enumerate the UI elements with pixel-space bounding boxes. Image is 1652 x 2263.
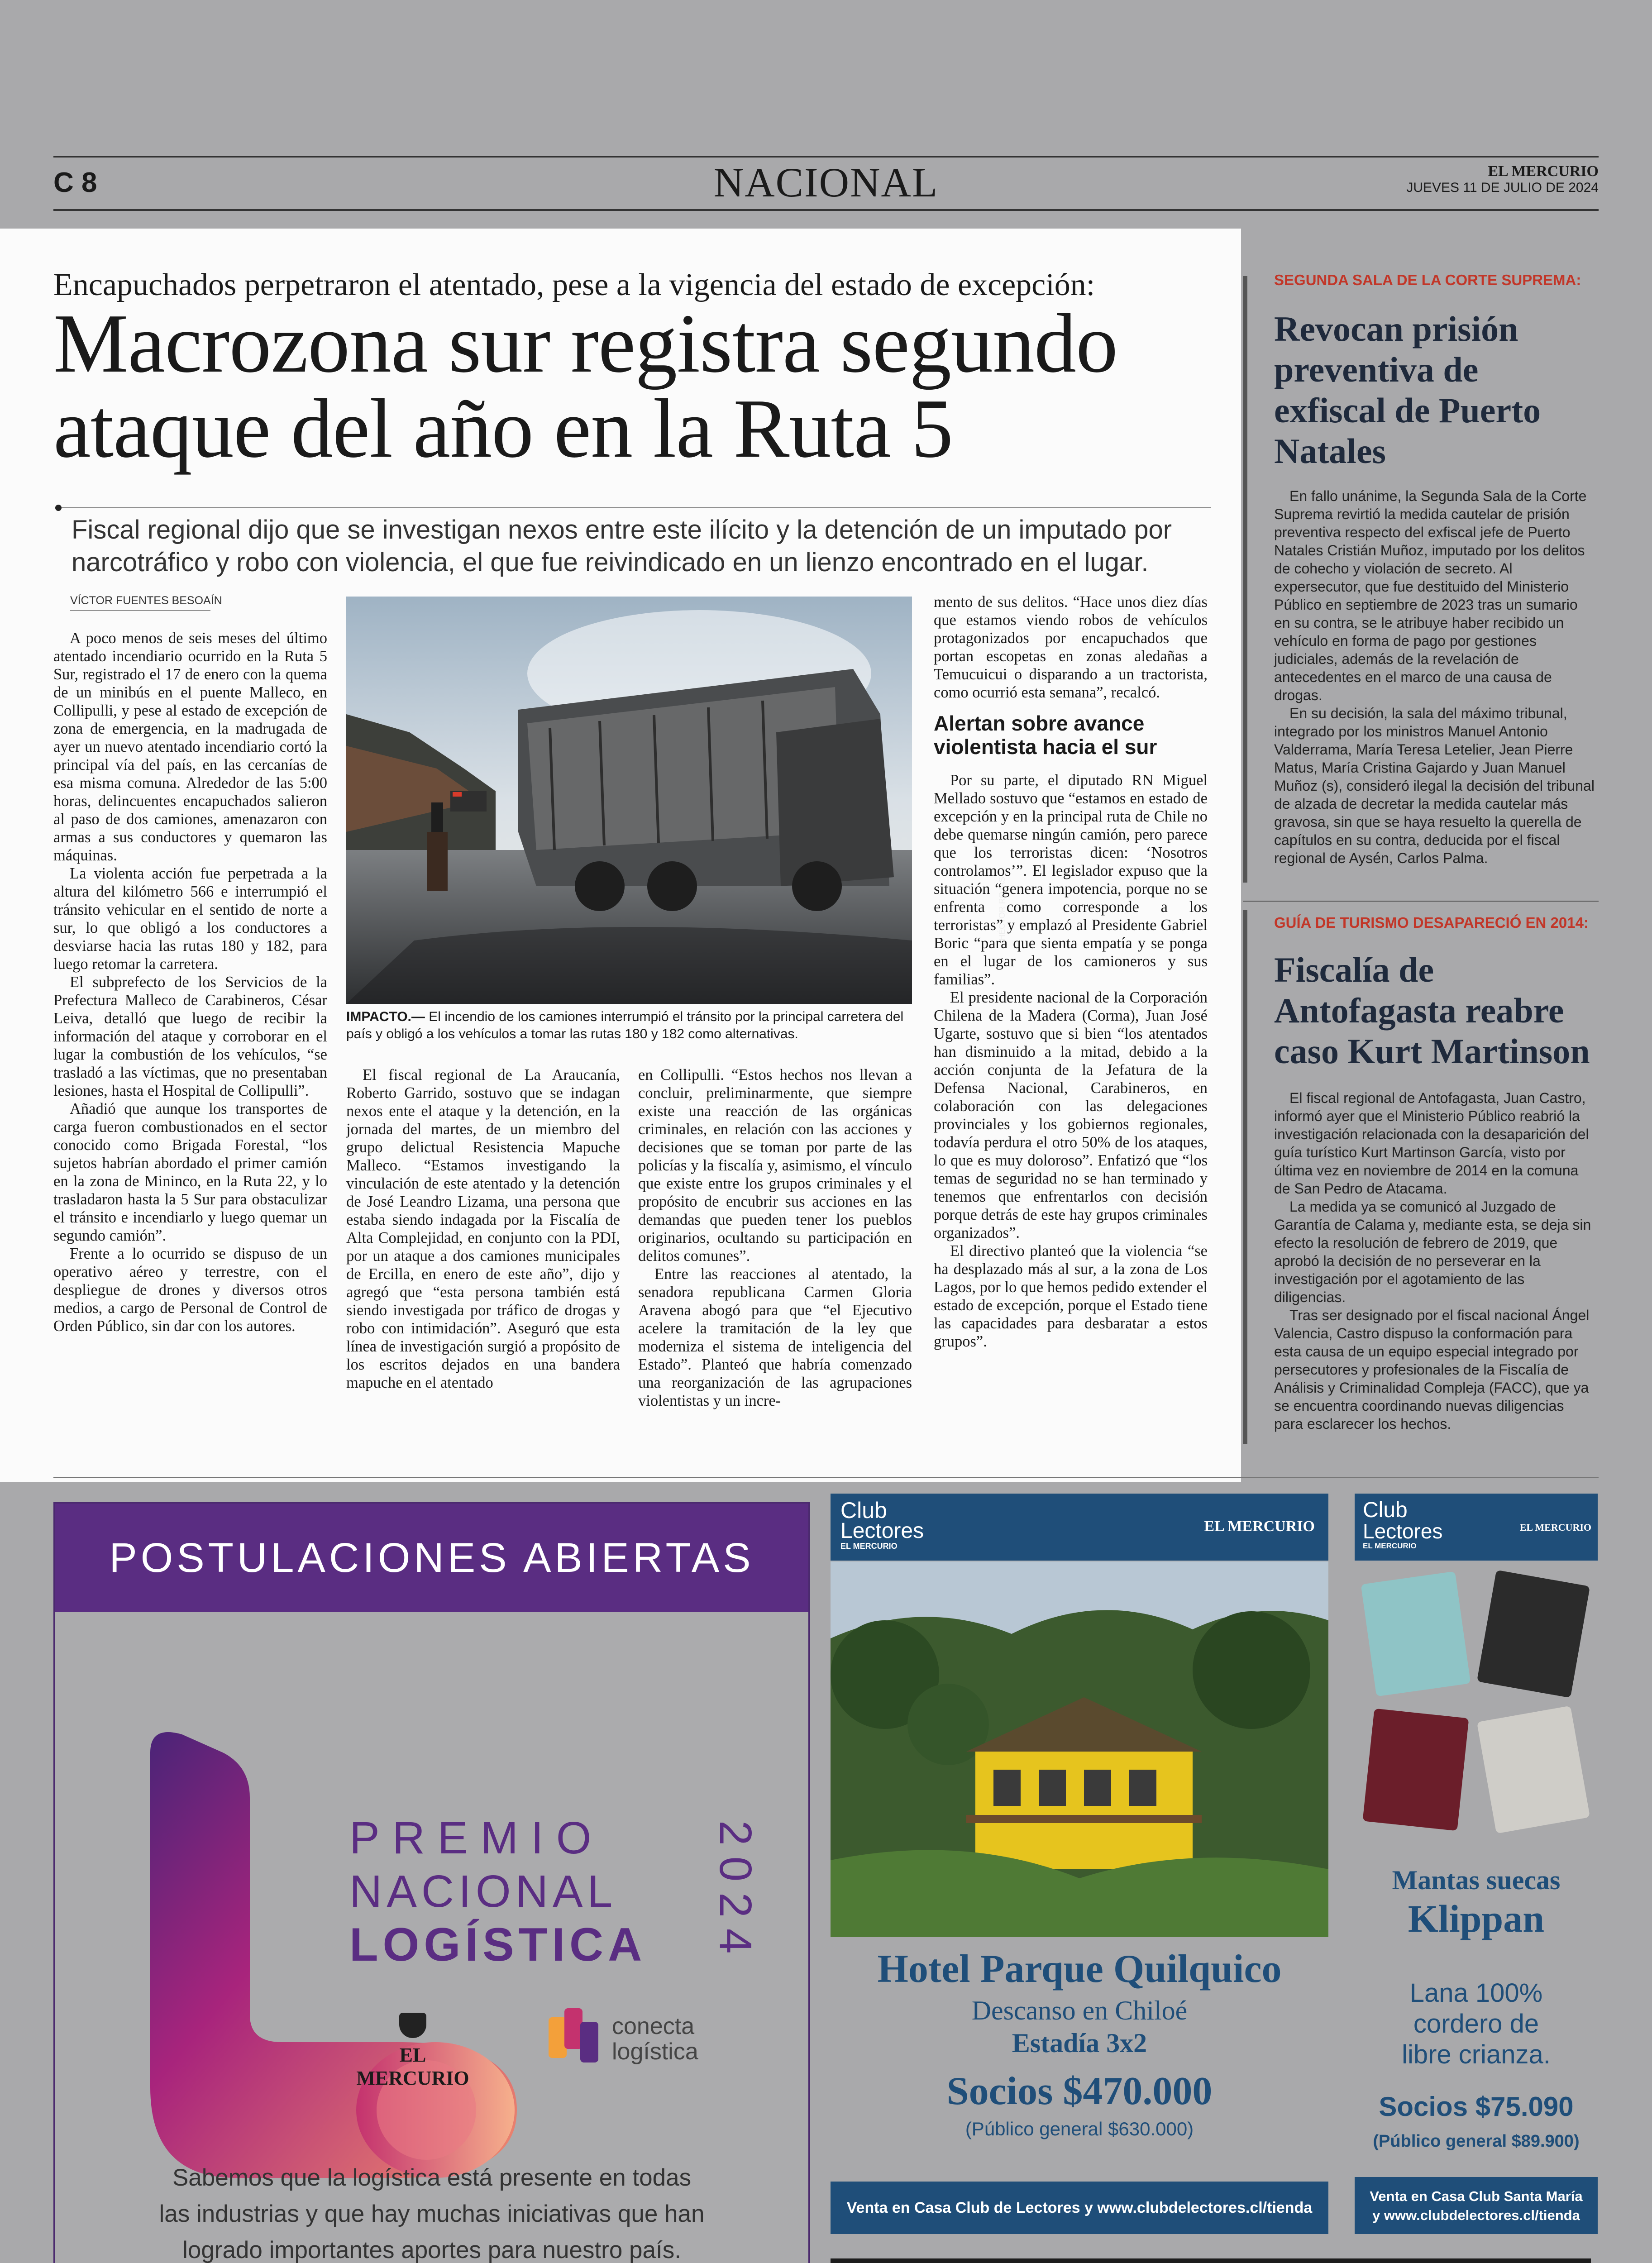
sidebar-kicker: SEGUNDA SALA DE LA CORTE SUPREMA: [1274,272,1581,288]
dateline: JUEVES 11 DE JULIO DE 2024 [1406,180,1599,195]
encuentros-header [831,2258,1591,2263]
paragraph: El fiscal regional de La Araucanía, Roberto Garrido, sostuvo que se indagan nexos ente el ataque y la detención, en la jornada del martes, de un miembro del grupo delictual Resistencia Mapuche Malleco. “Estamos investigando la vinculación de este atentado y la detención de José Leandro Lizama, una persona que estaba siendo indagada por la Fiscalía de Alta Complejidad, en conjunto con la PDI, por un ataque a dos camiones municipales de Ercilla, en enero de este año”, dijo y agregó que “esta persona también está siendo investigada por tráfico de drogas y robo con intimidación”. Aseguró que esta línea de investigación surgió a propósito de los escritos dejados en una bandera mapuche en el atentado [346,1066,620,1391]
mantas-desc-line: Lana 100% [1409,1978,1543,2008]
club-lectores-logo [1363,1500,1442,1551]
paragraph: El directivo planteó que la violencia “se ha desplazado más al sur, a la zona de Los Lagos, por lo que hemos pedido extender el estado de excepción, porque el Estado tiene las capacidades para desbaratar a estos grupos”. [934,1242,1208,1350]
article-deck: Fiscal regional dijo que se investigan nexos entre este ilícito y la detención de un imputado por narcotráfico y robo con violencia, el que fue reivindicado en un lienzo encontrado en el lugar. [72,515,1172,577]
photo-credit: HÉCTOR ROJAS [998,877,1007,941]
paragraph: en Collipulli. “Estos hechos nos llevan a concluir, preliminarmente, que siempre existe una reacción de las orgánicas criminales, en relación con las acciones y decisiones que se toman por parte de las policías y la fiscalía y, asimismo, el vínculo que existe entre los grupos criminales y el propósito de encubrir sus acciones en las demandas que pueden tener los pueblos originarios, ocultando su participación en delitos comunes”. [638,1066,912,1265]
page-number: C 8 [53,167,97,198]
mantas-footer[interactable] [1355,2177,1598,2234]
article-kicker: Encapuchados perpetraron el atentado, pese a la vigencia del estado de excepción: [53,267,1095,302]
club-line: Club [1363,1498,1408,1522]
ad-encuentros[interactable] [831,2258,1591,2263]
sponsor-conecta-line-1: conecta [612,2013,695,2039]
hotel-photo [831,1561,1328,1937]
ad-hotel-quilquico[interactable] [831,1494,1328,2234]
paragraph: A poco menos de seis meses del último atentado incendiario ocurrido en la Ruta 5 Sur, registrado el 17 de enero con la quema de un minibús en el puente Malleco, en Collipulli, y pese al estado de excepción de zona de emergencia, en la madrugada de ayer un nuevo atentado incendiario cortó la principal vía del país, en las cercanías de esa misma comuna. Alrededor de las 5:00 horas, delincuentes encapuchados salieron al paso de dos camiones, amenazaron con armas a sus conductores y quemaron las máquinas. [53,630,327,864]
premio-body-line: las industrias y que hay muchas iniciativas que han [159,2201,705,2227]
ad-mantas-klippan[interactable] [1355,1494,1598,2234]
brand: EL MERCURIO [1519,1522,1591,1533]
mantas-public-price: (Público general $89.900) [1373,2132,1580,2151]
paragraph: Por su parte, el diputado RN Miguel Mellado sostuvo que “estamos en estado de excepción y en la principal ruta de Chile no debe quemarse ningún camión, pero parece que los terroristas dicen: ‘Nosotros controlamos’”. El legislador expuso que la situación “genera impotencia, porque no se enfrenta como corresponde a los terroristas” y emplazó al Presidente Gabriel Boric “para que sienta empatía y se ponga en el lugar de los camioneros y sus familias”. [934,772,1208,988]
mantas-title-line-1: Mantas suecas [1392,1865,1561,1895]
caption-text: El incendio de los camiones interrumpió el tránsito por la principal carretera del país y obligó a los vehículos a tomar las rutas 180 y 182 como alternativas. [346,1009,904,1041]
club-line: Club [840,1498,887,1523]
hotel-title: Hotel Parque Quilquico [877,1947,1282,1991]
deck-bullet [55,505,62,511]
club-lectores-logo [840,1500,924,1551]
article-column-4 [934,593,1208,1351]
byline: VÍCTOR FUENTES BESOAÍN [70,594,222,607]
headline-line-1: Macrozona sur registra segundo [53,297,1118,390]
sidebar-story-2 [1274,914,1595,1433]
premio-body-line: logrado importantes aportes para nuestro país. [182,2237,681,2263]
club-line: Lectores [1363,1519,1443,1543]
paragraph: El subprefecto de los Servicios de la Prefectura Malleco de Carabineros, César Leiva, detalló que luego de recibir la información del ataque y corroborar en el lugar la combustión de los vehículos, “se trasladó a las víctimas, que no presentaban lesiones, hasta el Hospital de Collipulli”. [53,974,327,1099]
club-line: EL MERCURIO [840,1542,898,1551]
conecta-logo-icon [544,2008,607,2072]
brand: EL MERCURIO [1204,1518,1315,1535]
article-headline [53,297,1212,475]
paragraph: La violenta acción fue perpetrada a la altura del kilómetro 566 e interrumpió el tránsito vehicular en el sentido de norte a sur, lo que obligó a los conductores a desviarse hacia las rutas 180 y 182, para luego retomar la carretera. [53,865,327,973]
paragraph: Entre las reacciones al atentado, la senadora republicana Carmen Gloria Aravena abogó para que “el Ejecutivo acelere la tramitación de la ley que moderniza el sistema de inteligencia del Estado”. Planteó que habría comenzado una reorganización de las agrupaciones violentistas y un incre- [638,1265,912,1409]
club-line: EL MERCURIO [1363,1542,1417,1550]
club-line: Lectores [840,1519,924,1543]
sponsor-conecta-line-2: logística [612,2039,698,2065]
footer-line: Venta en Casa Club Santa María [1370,2188,1583,2204]
paragraph: El fiscal regional de Antofagasta, Juan Castro, informó ayer que el Ministerio Público reabrió la investigación relacionada con la desaparición del guía turístico Kurt Martinson García, visto por última vez en noviembre de 2014 en la comuna de San Pedro de Atacama. [1274,1090,1589,1197]
hotel-subtitle: Descanso en Chiloé [971,1996,1188,2025]
article-subhead: Alertan sobre avance violentista hacia el sur [934,711,1157,759]
paragraph: En fallo unánime, la Segunda Sala de la Corte Suprema revirtió la medida cautelar de prisión preventiva respecto del exfiscal jefe de Puerto Natales Cristián Muñoz, imputado por los delitos de cohecho y violación de secreto. Al expersecutor, que fue destituido del Ministerio Público en septiembre de 2023 tras un sumario en su contra, se le atribuye haber recibido un vehículo en forma de pago por gestiones judiciales, además de la revelación de antecedentes en el marco de una causa de drogas. [1274,488,1587,703]
mantas-desc-line: libre crianza. [1402,2040,1551,2069]
caption-label: IMPACTO.— [346,1009,425,1024]
truck-silhouette [518,669,894,911]
premio-title [349,1811,646,1972]
photo-caption [346,1008,912,1043]
paragraph: Tras ser designado por el fiscal nacional Ángel Valencia, Castro dispuso la conformación para esta causa de un equipo especial integrado por persecutores y profesionales de la Fiscalía de Análisis y Criminalidad Compleja (FACC), que ya se encuentra coordinando nuevas diligencias para esclarecer los hechos. [1274,1307,1590,1432]
burned-trucks-image [346,597,912,1004]
premio-title-line-3: LOGÍSTICA [349,1919,647,1971]
paragraph: Añadió que aunque los transportes de carga fueron combustionados en el sector conocido como Brigada Forestal, “los sujetos habrían abordado el primer camión en la zona de Mininco, en la Ruta 22, y lo trasladaron hasta la 5 Sur para obstaculizar el tránsito e incendiarlo y luego quemar un segundo camión”. [53,1100,327,1244]
footer-line: y www.clubdelectores.cl/tienda [1372,2207,1580,2223]
article-column-2 [346,1066,620,1392]
sidebar-kicker: GUÍA DE TURISMO DESAPARECIÓ EN 2014: [1274,914,1589,931]
headline-line-2: ataque del año en la Ruta 5 [53,382,953,475]
eagle-icon [399,2013,426,2038]
article-column-3 [638,1066,912,1410]
mantas-title-line-2: Klippan [1408,1897,1545,1940]
hotel-footer[interactable]: Venta en Casa Club de Lectores y www.clubdelectores.cl/tienda [831,2182,1328,2234]
hotel-public-price: (Público general $630.000) [965,2118,1194,2139]
section-title: NACIONAL [713,159,939,205]
mantas-desc-line: cordero de [1413,2009,1539,2039]
paragraph: La medida ya se comunicó al Juzgado de Garantía de Calama y, mediante esta, se deja sin efecto la resolución de febrero de 2019, que aprobó la decisión de no perseverar en la investigación por el agotamiento de las diligencias. [1274,1198,1591,1305]
sidebar-headline: Revocan prisión preventiva de exfiscal de Puerto Natales [1274,309,1541,471]
mantas-price: Socios $75.090 [1379,2091,1574,2122]
mantas-description [1355,1978,1598,2070]
hotel-stay: Estadía 3x2 [1012,2028,1147,2058]
sidebar-story-1 [1274,272,1595,867]
sidebar-bar-bottom [1243,910,1247,1444]
premio-body [55,2160,808,2263]
premio-title-line-1: PREMIO [349,1813,604,1863]
ad-banner: POSTULACIONES ABIERTAS [55,1504,808,1612]
premio-title-line-2: NACIONAL [349,1866,617,1917]
sidebar-bar-top [1243,276,1247,883]
paragraph: Frente a lo ocurrido se dispuso de un operativo aéreo y terrestre, con el despliegue de drones y diversos otros medios, a cargo de Personal de Control de Orden Público, sin dar con los autores. [53,1245,327,1335]
paragraph: En su decisión, la sala del máximo tribunal, integrado por los ministros Manuel Antonio Valderrama, María Teresa Letelier, Jean Pierre Matus, María Cristina Gajardo y Juan Manuel Muñoz (s), consideró ilegal la decisión del tribunal de alzada de decretar la medida cautelar más gravosa, sin que se haya resuelto la querella de capítulos en su contra, deducida por el fiscal regional de Aysén, Carlos Palma. [1274,705,1595,866]
article-column-1 [53,629,327,1335]
paragraph: El presidente nacional de la Corporación Chilena de la Madera (Corma), Juan José Ugarte, sostuvo que si bien “los atentados han disminuido a la mitad, debido a la acción conjunta de la Jefatura de la Defensa Nacional, Carabineros, en colaboración con las delegaciones provinciales y los gobiernos regionales, todavía perdura el otro 50% de los ataques, lo que es muy doloroso”. Enfatizó que “los temas de seguridad no se han terminado y tenemos que enfrentarlos con decisión porque detrás de este hay grupos criminales organizados”. [934,989,1208,1241]
premio-body-line: Sabemos que la logística está presente en todas [172,2164,692,2191]
sidebar-headline: Fiscalía de Antofagasta reabre caso Kurt Martinson [1274,950,1590,1071]
mantas-photo [1355,1568,1598,1844]
hotel-price: Socios $470.000 [946,2069,1213,2113]
sponsor-el-mercurio [349,2013,476,2090]
mantas-title [1355,1865,1598,1941]
sidebar-body [1274,487,1595,867]
paragraph: mento de sus delitos. “Hace unos diez días que estamos viendo robos de vehículos protagonizados por encapuchados que portan escopetas en zonas aledañas a Temucuicui o disparando a un tractorista, como ocurrió esta semana”, recalcó. [934,593,1208,701]
sidebar-body [1274,1089,1595,1433]
sponsor-name: EL MERCURIO [356,2044,469,2089]
ad-premio-logistica[interactable] [53,1502,810,2263]
masthead: EL MERCURIO [1488,163,1599,180]
article-photo [346,597,1007,1004]
premio-year: 2024 [710,1820,761,1965]
